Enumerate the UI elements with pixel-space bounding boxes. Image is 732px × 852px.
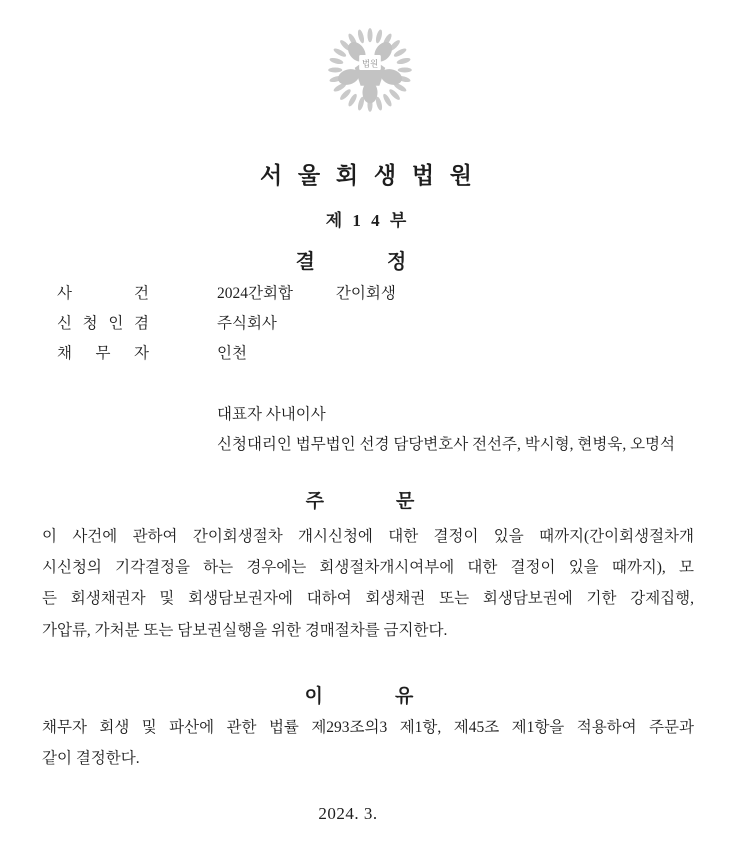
case-type-value: 간이회생 — [335, 285, 396, 302]
order-heading-char-2: 문 — [396, 491, 415, 512]
doc-title-char-1: 결 — [295, 251, 315, 273]
court-seal-icon — [322, 23, 418, 117]
division-title: 제 1 4 부 — [325, 211, 410, 230]
reasons-heading — [0, 681, 718, 708]
case-row-applicant — [57, 311, 692, 341]
case-row-case-number — [57, 281, 692, 311]
decision-date: 2024. 3. — [318, 804, 378, 823]
order-paragraph — [42, 521, 694, 646]
court-name-title: 서 울 회 생 법 원 — [259, 163, 478, 188]
case-number-value: 2024간회합 — [217, 285, 293, 302]
reasons-heading-char-1: 이 — [304, 686, 323, 707]
applicant-label: 신 청 인 겸 — [57, 315, 149, 332]
attorney-line: 신청대리인 법무법인 선경 담당변호사 전선주, 박시형, 현병욱, 오명석 — [217, 436, 675, 453]
reasons-paragraph-line: 같이 결정한다. — [42, 750, 140, 768]
case-label: 사 건 — [57, 285, 149, 302]
debtor-value: 인천 — [217, 345, 247, 362]
order-heading-char-1: 주 — [305, 491, 324, 512]
order-paragraph-line: 이 사건에 관하여 간이회생절차 개시신청에 대한 결정이 있을 때까지(간이회생절차개 — [42, 528, 694, 545]
reasons-paragraph-line: 채무자 회생 및 파산에 관한 법률 제293조의3 제1항, 제45조 제1항을 적용하여 주문과 — [42, 719, 694, 736]
order-paragraph-line: 가압류, 가처분 또는 담보권실행을 위한 경매절차를 금지한다. — [42, 621, 448, 639]
order-paragraph-line: 든 회생채권자 및 회생담보권자에 대하여 회생채권 또는 회생담보권에 기한 강제집행, — [42, 590, 694, 608]
representative-line: 대표자 사내이사 — [217, 406, 326, 423]
reasons-heading-char-2: 유 — [395, 686, 414, 707]
case-info-table — [57, 281, 692, 371]
seal-label: 법원 — [361, 58, 379, 69]
party-details — [217, 400, 702, 460]
applicant-value: 주식회사 — [217, 315, 277, 332]
document-type-heading — [0, 245, 702, 274]
order-paragraph-line: 시신청의 기각결정을 하는 경우에는 회생절차개시여부에 대한 결정이 있을 때까지), 모 — [42, 559, 694, 577]
case-row-debtor — [57, 341, 692, 371]
order-heading — [0, 486, 720, 513]
debtor-label: 채 무 자 — [57, 345, 149, 362]
reasons-paragraph — [42, 712, 694, 774]
doc-title-char-2: 정 — [387, 251, 407, 273]
